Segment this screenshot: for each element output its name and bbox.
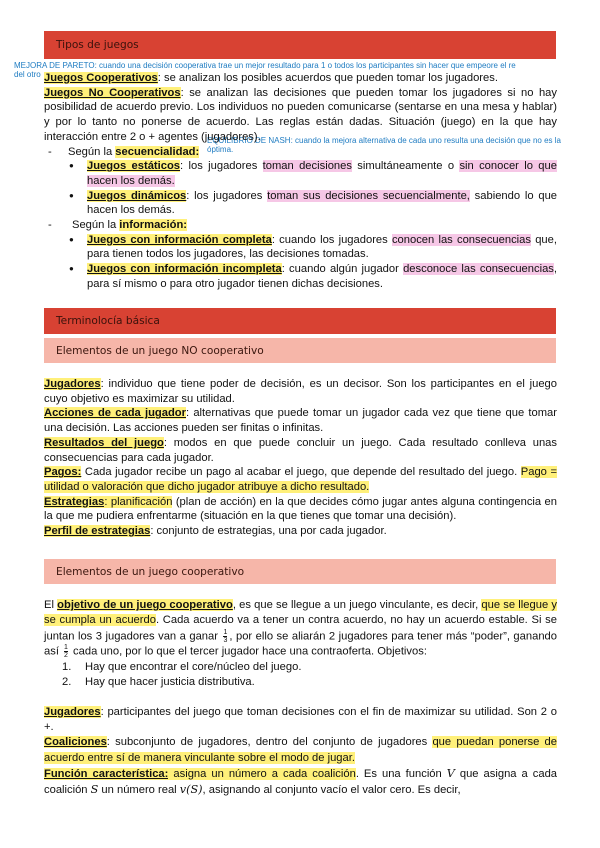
subsection-title: Elementos de un juego NO cooperativo — [56, 344, 264, 357]
coop-jugadores-text: : participantes del juego que toman decisiones con el fin de maximizar su utilidad. Son 2 o +. — [44, 705, 557, 733]
perfil-term: Perfil de estrategias — [44, 525, 151, 538]
acciones-paragraph — [44, 406, 557, 435]
coaliciones-text: : subconjunto de jugadores, dentro del conjunto de jugadores — [106, 736, 433, 749]
secuencialidad-item — [44, 145, 557, 160]
objetivo-intro: El — [44, 599, 58, 611]
estrategias-paragraph — [44, 495, 557, 524]
subsection-header-no-cooperativo — [44, 338, 556, 363]
jugadores-paragraph — [44, 377, 557, 406]
subsection-title: Elementos de un juego cooperativo — [56, 565, 245, 578]
pagos-highlight: Pago = utilidad o valoración que dicho jugador atribuye a dicho resultado. — [44, 466, 557, 493]
objetivo-highlight: que se llegue y se cumpla un acuerdo — [44, 599, 557, 627]
estrategias-text: (plan de acción) en la que decides cómo jugar antes alguna contingencia en la que me pudiera enfrentarme (situación en la que tienes que tomar una decisión). — [44, 495, 557, 523]
pagos-term: Pagos: — [44, 466, 82, 479]
pagos-paragraph — [44, 465, 557, 494]
juegos-estaticos-term: Juegos estáticos — [87, 160, 181, 173]
jugadores-text: : individuo que tiene poder de decisión, es un decisor. Son los participantes en el juego cuyo objetivo es maximizar su utilidad. — [44, 378, 557, 405]
coaliciones-highlight: que puedan ponerse de acuerdo entre sí de manera vinculante sobre el modo de jugar. — [44, 736, 557, 764]
objetivo-text-2: . Cada acuerdo va a tener un contra acuerdo, no hay un acuerdo estable. Si se juntan los 3 jugadores van a ganar — [44, 614, 558, 643]
section-header-tipos-de-juegos — [44, 31, 556, 59]
list-item — [44, 675, 557, 690]
perfil-text: : conjunto de estrategias, una por cada jugador. — [150, 525, 387, 538]
juegos-estaticos-text: : los jugadores — [180, 160, 263, 173]
objetivo-text: , es que se llegue a un juego vinculante, es decir, — [232, 599, 482, 611]
secuencialidad-term: secuencialidad: — [115, 145, 200, 158]
cooperativo-body — [44, 598, 557, 798]
juegos-no-cooperativos-term: Juegos No Cooperativos — [44, 86, 181, 99]
coaliciones-paragraph — [44, 735, 557, 766]
informacion-incompleta-text: : cuando algún jugador — [281, 263, 404, 276]
fraction-denominator: 3 — [223, 636, 228, 644]
juegos-no-cooperativos-paragraph — [44, 86, 557, 145]
list-item — [44, 660, 557, 675]
informacion-completa-text: : cuando los jugadores — [271, 233, 392, 246]
informacion-incompleta-text-2: , para sí mismo o para otro jugador tienen dichas decisiones. — [87, 263, 557, 290]
coaliciones-term: Coaliciones — [44, 736, 107, 749]
juegos-cooperativos-text: : se analizan los posibles acuerdos que pueden tomar los jugadores. — [157, 72, 498, 84]
juegos-no-cooperativos-text: : se analizan las decisiones que pueden tomar los jugadores si no hay posibilidad de acuerdo previo. Los individuos no pueden comunicarse (sentarse en una mesa y hablar) y por lo tanto no ponerse de acuerdo. Las reglas están dadas. Situación (juego) en la que hay interacción entre 2 o + agentes (jugadores). — [44, 86, 558, 143]
pareto-comment-cont: del otro — [14, 70, 41, 79]
funcion-text-2: que asigna a cada coalición — [44, 767, 558, 797]
funcion-term: Función característica: — [44, 767, 169, 780]
list-number: 2. — [62, 676, 72, 689]
pagos-text: Cada jugador recibe un pago al acabar el juego, que depende del resultado del juego. — [81, 466, 521, 479]
resultados-text: : modos en que puede concluir un juego. Cada resultado conlleva unas consecuencias para cada jugador. — [44, 436, 557, 464]
section-header-terminologia — [44, 308, 556, 334]
secuencialidad-list — [44, 159, 557, 218]
objetivos-list — [44, 660, 557, 691]
secuencialidad-intro: Según la — [68, 145, 116, 158]
list-item — [44, 262, 557, 291]
pareto-comment-text: MEJORA DE PARETO: cuando una decisión cooperativa trae un mejor resultado para 1 o todos los participantes sin hacer que empeore el re — [14, 61, 516, 70]
section-title: Terminolocía básica — [56, 315, 160, 327]
acciones-term: Acciones de cada jugador — [44, 407, 186, 420]
fraction-numerator: 1 — [223, 628, 228, 636]
funcion-text: . Es una función — [355, 767, 447, 780]
objetivo-term: objetivo de un juego cooperativo — [57, 599, 233, 611]
perfil-paragraph — [44, 524, 557, 539]
funcion-paragraph — [44, 766, 557, 799]
informacion-incompleta-term: Juegos con información incompleta — [87, 263, 282, 276]
jugadores-term: Jugadores — [44, 378, 101, 390]
list-text: Hay que encontrar el core/núcleo del juego. — [85, 661, 302, 674]
funcion-symbol-s: S — [90, 783, 99, 797]
funcion-text-3: un número real — [98, 784, 180, 797]
funcion-text-4: , asignando al conjunto vacío el valor cero. Es decir, — [202, 784, 461, 797]
estrategias-highlight: : planificación — [104, 495, 173, 508]
informacion-intro: Según la — [72, 219, 120, 232]
juegos-cooperativos-term: Juegos Cooperativos — [44, 72, 158, 84]
list-item — [44, 159, 557, 188]
list-item — [44, 233, 557, 262]
resultados-paragraph — [44, 436, 557, 465]
informacion-item — [44, 218, 557, 233]
list-text: Hay que hacer justicia distributiva. — [85, 676, 255, 689]
funcion-highlight: asigna un número a cada coalición — [168, 767, 356, 780]
informacion-incompleta-highlight: desconoce las consecuencias — [403, 263, 554, 276]
juegos-estaticos-text-2: simultáneamente o — [351, 160, 460, 173]
tipos-de-juegos-body — [44, 71, 557, 292]
juegos-dinamicos-term: Juegos dinámicos — [87, 189, 187, 202]
informacion-term: información: — [119, 219, 188, 232]
informacion-completa-term: Juegos con información completa — [87, 233, 272, 246]
coop-jugadores-paragraph — [44, 705, 557, 736]
informacion-completa-highlight: conocen las consecuencias — [391, 233, 531, 246]
informacion-list — [44, 233, 557, 292]
nash-comment-text: EQUILIBRIO DE NASH: cuando la mejora alternativa de cada uno resulta una decisión que no es la óptima. — [207, 136, 561, 154]
estrategias-term: Estrategias — [44, 495, 105, 508]
juegos-dinamicos-highlight: toman sus decisiones secuencialmente, — [267, 189, 470, 202]
objetivo-text-3: , por ello se aliarán 2 jugadores para tener más “poder”, ganando así — [44, 630, 557, 658]
fraction-one-half — [64, 644, 68, 659]
juegos-cooperativos-paragraph — [44, 71, 557, 86]
resultados-term: Resultados del juego — [44, 436, 164, 449]
juegos-dinamicos-text-2: sabiendo lo que hacen los demás. — [87, 189, 558, 217]
list-number: 1. — [62, 661, 72, 674]
objetivo-text-4: cada uno, por lo que el tercer jugador hace una contraoferta. Objetivos: — [69, 645, 427, 658]
no-cooperativo-body — [44, 377, 557, 539]
objetivo-paragraph — [44, 598, 557, 660]
juegos-estaticos-highlight-1: toman decisiones — [262, 160, 352, 173]
list-item — [44, 189, 557, 218]
acciones-text: : alternativas que puede tomar un jugador cada vez que tiene que tomar una decisión. Las acciones pueden ser finitas o infinitas. — [44, 407, 557, 435]
fraction-one-third — [223, 629, 227, 644]
fraction-numerator: 1 — [64, 644, 68, 652]
coop-jugadores-term: Jugadores — [44, 705, 101, 718]
informacion-completa-text-2: que, para tienen todos los jugadores, las decisiones tomadas. — [87, 233, 557, 261]
juegos-dinamicos-text: : los jugadores — [186, 189, 268, 202]
fraction-denominator: 2 — [64, 652, 68, 660]
juegos-estaticos-highlight-2: sin conocer lo que hacen los demás. — [87, 160, 557, 187]
subsection-header-cooperativo — [44, 559, 556, 584]
funcion-symbol-v: V — [446, 766, 455, 780]
section-title: Tipos de juegos — [56, 39, 139, 51]
funcion-symbol-vs: v(S) — [179, 783, 203, 797]
